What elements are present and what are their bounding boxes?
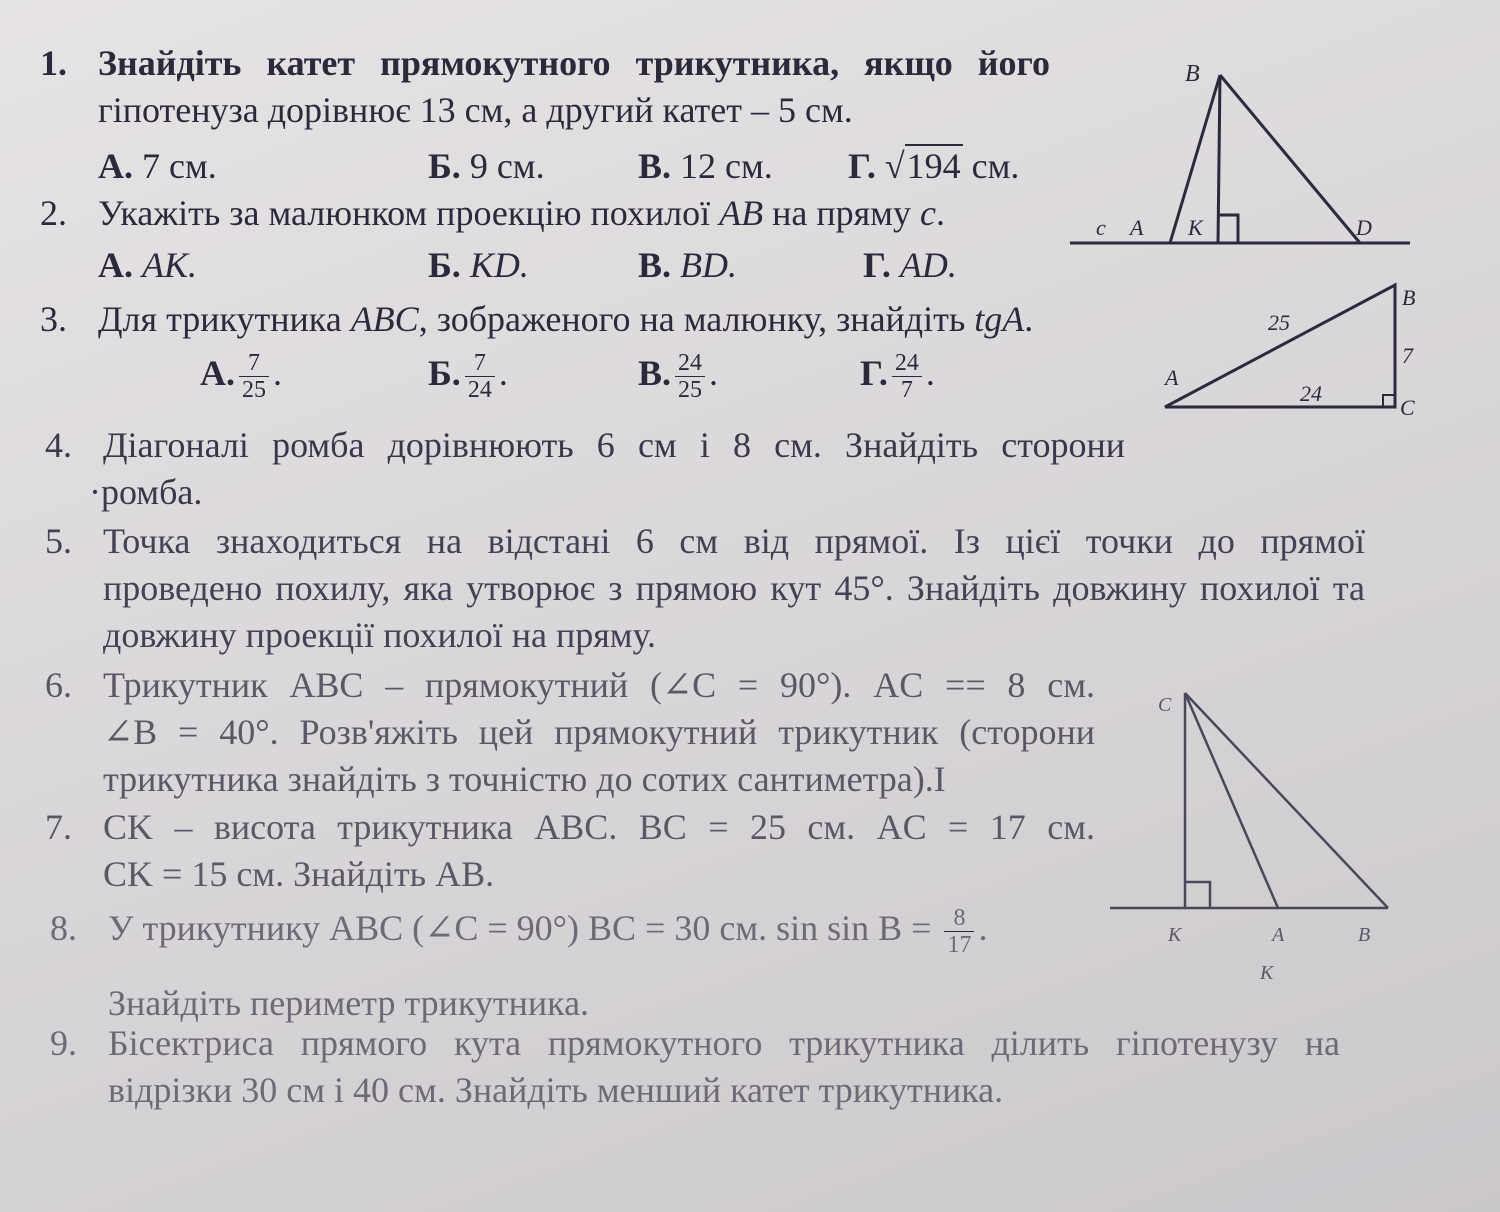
question-text-line: Знайдіть периметр трикутника.: [108, 983, 590, 1024]
question-number: 5.: [45, 521, 72, 561]
label-k: K: [1168, 924, 1182, 946]
segment-bd: [1220, 75, 1360, 243]
label-a: A: [1165, 365, 1179, 390]
question-text-line: У трикутнику ABC (∠C = 90°) BC = 30 см. sin sin B =: [108, 908, 941, 948]
answer-option-d[interactable]: Г. √194 см.: [848, 146, 1020, 186]
right-angle-mark: [1218, 215, 1238, 243]
question-text-line: Діагоналі ромба дорівнюють 6 см і 8 см. Знайдіть сторони: [103, 425, 1125, 465]
question-text-line: гіпотенуза дорівнює 13 см, а другий катет – 5 см.: [98, 90, 853, 130]
question-number: 6.: [45, 665, 72, 705]
answer-option-c[interactable]: В. BD.: [638, 245, 738, 285]
answer-option-b[interactable]: Б. $\frac{7}{24}$ .: [428, 350, 508, 403]
figure-q7-triangle: [1100, 675, 1440, 995]
fraction-8-17: $\frac{8}{17}$: [944, 905, 974, 958]
label-k: K: [1188, 215, 1203, 240]
question-number: 9.: [50, 1023, 77, 1063]
segment-ca: [1185, 693, 1278, 908]
label-d: D: [1356, 215, 1372, 240]
figure-q3-triangle: [1150, 275, 1440, 425]
label-ac: 24: [1300, 381, 1322, 406]
answer-option-b[interactable]: Б. 9 см.: [428, 146, 545, 186]
answer-option-c[interactable]: В. $\frac{24}{25}$ .: [638, 350, 719, 403]
question-text-line: проведено похилу, яка утворює з прямою кут 45°. Знайдіть довжину похилої та: [103, 568, 1365, 608]
answer-option-a[interactable]: А. 7 см.: [98, 146, 217, 186]
question-text-line: Бісектриса прямого кута прямокутного трикутника ділить гіпотенузу на: [108, 1023, 1340, 1063]
answer-option-d[interactable]: Г. AD.: [863, 245, 957, 285]
question-text-line: відрізки 30 см і 40 см. Знайдіть менший катет трикутника.: [108, 1070, 1004, 1110]
answer-option-a[interactable]: А. $\frac{7}{25}$ .: [200, 350, 282, 403]
question-text-line: трикутника знайдіть з точністю до сотих сантиметра).I: [103, 759, 946, 799]
triangle-abc: [1165, 285, 1395, 407]
answer-option-d[interactable]: Г. $\frac{24}{7}$ .: [860, 350, 935, 403]
answer-option-c[interactable]: В. 12 см.: [638, 146, 773, 186]
question-text-line: ∠B = 40°. Розв'яжіть цей прямокутний трикутник (сторони: [103, 712, 1095, 752]
question-number: 1.: [40, 43, 67, 83]
label-a: A: [1272, 924, 1285, 946]
question-text-line: Точка знаходиться на відстані 6 см від прямої. Із цієї точки до прямої: [103, 521, 1365, 561]
label-b: B: [1358, 924, 1371, 946]
segment-bk: [1218, 75, 1220, 243]
question-number: 8.: [50, 908, 77, 948]
question-number: 3.: [40, 299, 67, 339]
right-angle-mark: [1383, 395, 1395, 407]
worksheet-page: 1. Знайдіть катет прямокутного трикутника, якщо його гіпотенуза дорівнює 13 см, а другий катет – 5 см. А. 7 см. Б. 9 см. В. 12 см. Г. √194 см. 2. Укажіть за малюнком проекцію похилої AB на пряму c. А. AK. Б. KD. В. BD. Г. AD. B c A K D 3. Для трикутника ABC, зображеного на малюнку, знайдіть tgA. А. $\frac{7}{25}$ . Б. $\frac{7}{24}$ . В. $\frac{24}{25}$ . Г. $\frac{24}{7}$ . A B C 25 7 24 4. Діагоналі ромба дорівнюють 6 см і 8 см. Знайдіть сторони ·ромба. 5. Точка знаходиться на відстані 6 см від прямої. Із цієї точки до прямої проведено похилу, яка утворює з прямою кут 45°. Знайдіть довжину похилої та довжину проекції похилої на пряму. 6. Трикутник ABC – прямокутний (∠C = 90°). AC == 8 см. ∠B = 40°. Розв'яжіть цей прямокутний трикутник (сторони трикутника знайдіть з точністю до сотих сантиметра).I 7. CK – висота трикутника ABC. BC = 25 см. AC = 17 см. CK = 15 см. Знайдіть AB. C K A B K 8. У трикутнику ABC (∠C = 90°) BC = 30 см. sin sin B = $\frac{8}{17}$ . Знайдіть периметр трикутника. 9. Бісектриса прямого кута прямокутного трикутника ділить гіпотенузу на відрізки 30 см і 40 см. Знайдіть менший катет трикутника.: [0, 0, 1500, 1212]
question-number: 7.: [45, 807, 72, 847]
label-c: C: [1400, 395, 1415, 420]
question-text-line: CK = 15 см. Знайдіть AB.: [103, 854, 495, 894]
question-text-line: ·ромба.: [89, 472, 203, 512]
question-text-line: Трикутник ABC – прямокутний (∠C = 90°). AC == 8 см.: [103, 665, 1095, 705]
label-c: c: [1096, 215, 1106, 240]
label-c: C: [1158, 694, 1172, 716]
label-b: B: [1185, 61, 1200, 87]
segment-cb: [1185, 693, 1388, 908]
answer-option-b[interactable]: Б. KD.: [428, 245, 529, 285]
question-number: 2.: [40, 193, 67, 233]
figure-q2-triangle: [1060, 55, 1420, 255]
label-a: A: [1130, 215, 1144, 240]
label-bc: 7: [1402, 343, 1413, 368]
right-angle-mark: [1185, 882, 1210, 908]
answer-option-a[interactable]: А. AK.: [98, 245, 198, 285]
label-hypotenuse: 25: [1268, 310, 1290, 335]
label-k-lower: K: [1260, 962, 1274, 984]
question-number: 4.: [45, 425, 72, 465]
question-text-line: Знайдіть катет прямокутного трикутника, якщо його: [98, 43, 1050, 83]
label-b: B: [1402, 285, 1416, 310]
question-text-line: CK – висота трикутника ABC. BC = 25 см. AC = 17 см.: [103, 807, 1095, 847]
question-text-line: довжину проекції похилої на пряму.: [103, 615, 656, 655]
